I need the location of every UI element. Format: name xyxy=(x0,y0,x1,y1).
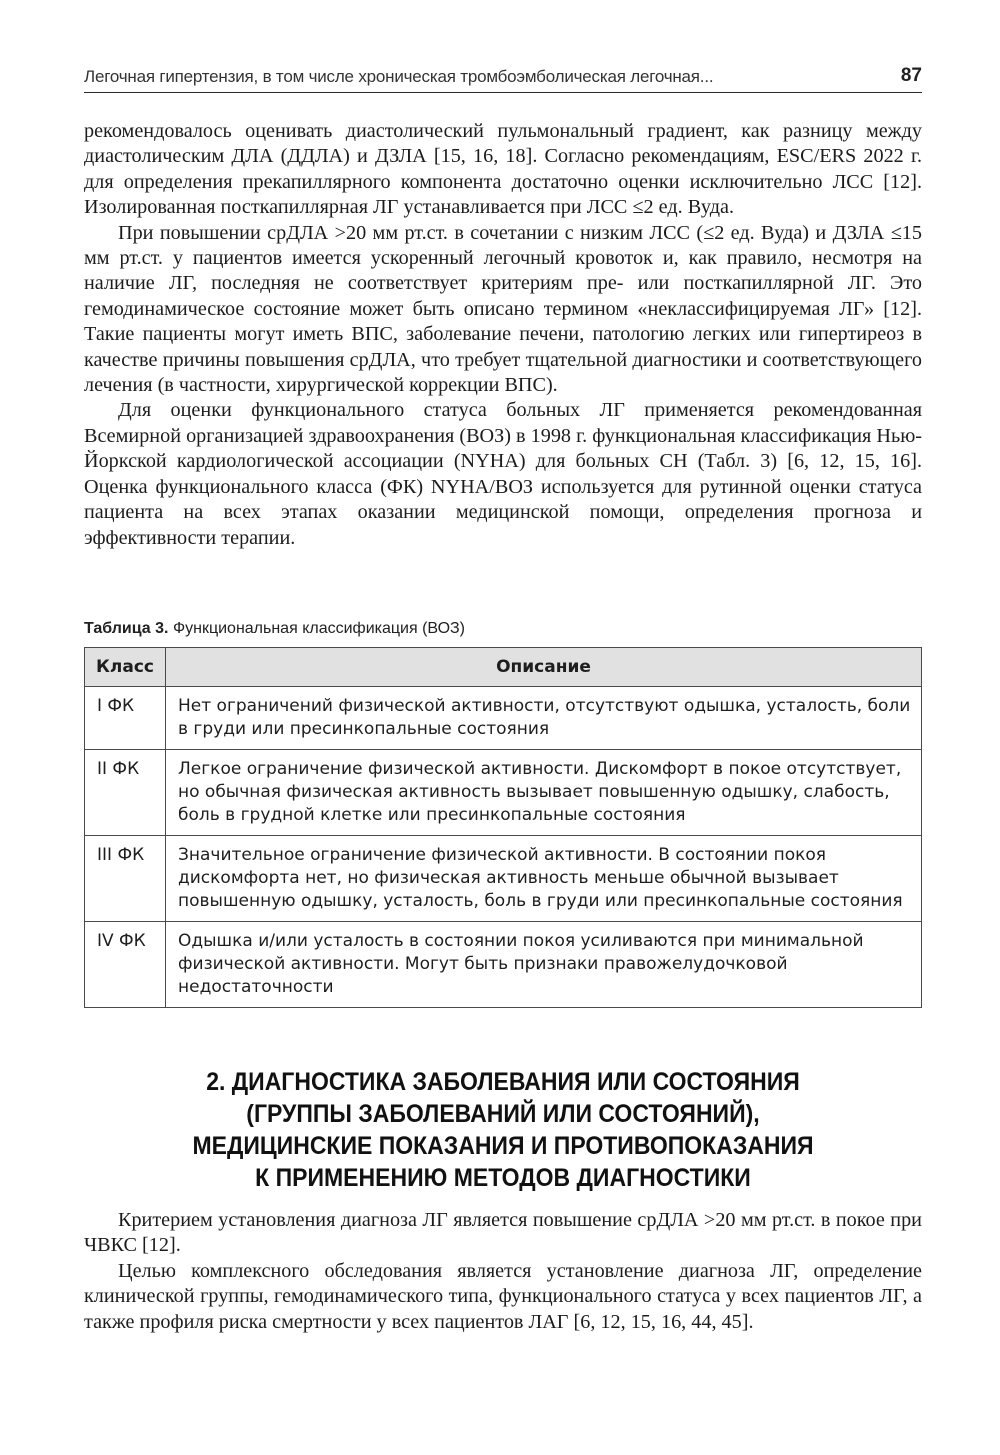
table-caption xyxy=(84,620,465,638)
table-cell-description: Значительное ограничение физической активности. В состоянии покоя дискомфорта нет, но физическая активность меньше обычной вызывает повышенную одышку, усталость, боль в груди или пресинкопальные состояния xyxy=(166,836,922,922)
paragraph: Для оценки функционального статуса больных ЛГ применяется рекомендованная Всемирной организацией здравоохранения (ВОЗ) в 1998 г. функциональная классификация Нью-Йоркской кардиологической ассоциации (NYHA) для больных СН (Табл. 3) [6, 12, 15, 16]. Оценка функционального класса (ФК) NYHA/ВОЗ используется для рутинной оценки статуса пациента на всех этапах оказании медицинской помощи, определения прогноза и эффективности терапии. xyxy=(84,399,922,549)
paragraph-continued: рекомендовалось оценивать диастолический пульмональный градиент, как разницу между диастолическим ДЛА (ДДЛА) и ДЗЛА [15, 16, 18]. Согласно рекомендациям, ESC/ERS 2022 г. для определения прекапиллярного компонента достаточно оценки исключительно ЛСС [12]. Изолированная посткапиллярная ЛГ устанавливается при ЛСС ≤2 ед. Вуда. xyxy=(84,120,922,219)
table-header-row xyxy=(85,648,922,687)
table-cell-class: I ФК xyxy=(85,687,166,750)
running-header xyxy=(84,64,922,93)
running-title: Легочная гипертензия, в том числе хроническая тромбоэмболическая легочная... xyxy=(84,67,714,86)
section-heading xyxy=(118,1066,889,1194)
table-cell-class: II ФК xyxy=(85,750,166,836)
section-heading-line: 2. ДИАГНОСТИКА ЗАБОЛЕВАНИЯ ИЛИ СОСТОЯНИЯ xyxy=(206,1068,800,1096)
functional-class-table xyxy=(84,647,922,1008)
section-heading-line: МЕДИЦИНСКИЕ ПОКАЗАНИЯ И ПРОТИВОПОКАЗАНИЯ xyxy=(192,1132,814,1160)
table-row xyxy=(85,836,922,922)
section-heading-line: (ГРУППЫ ЗАБОЛЕВАНИЙ ИЛИ СОСТОЯНИЙ), xyxy=(246,1100,760,1128)
body-text-bottom xyxy=(84,1208,922,1335)
table-row xyxy=(85,687,922,750)
table-cell-description: Легкое ограничение физической активности. Дискомфорт в покое отсутствует, но обычная физическая активность вызывает повышенную одышку, слабость, боль в грудной клетке или пресинкопальные состояния xyxy=(166,750,922,836)
section-heading-line: К ПРИМЕНЕНИЮ МЕТОДОВ ДИАГНОСТИКИ xyxy=(255,1164,751,1192)
body-text-top xyxy=(84,119,922,551)
page-number: 87 xyxy=(900,65,922,86)
table-row xyxy=(85,922,922,1008)
column-header-class: Класс xyxy=(85,648,166,687)
paragraph: При повышении срДЛА >20 мм рт.ст. в сочетании с низким ЛСС (≤2 ед. Вуда) и ДЗЛА ≤15 мм рт.ст. у пациентов имеется ускоренный легочный кровоток и, как правило, несмотря на наличие ЛГ, последняя не соответствует критериям пре- или посткапиллярной ЛГ. Это гемодинамическое состояние может быть описано термином «неклассифицируемая ЛГ» [12]. Такие пациенты могут иметь ВПС, заболевание печени, патологию легких или гипертиреоз в качестве причины повышения срДЛА, что требует тщательной диагностики и соответствующего лечения (в частности, хирургической коррекции ВПС). xyxy=(84,221,922,397)
column-header-description: Описание xyxy=(166,648,922,687)
table-caption-text: Функциональная классификация (ВОЗ) xyxy=(172,620,466,637)
paragraph: Критерием установления диагноза ЛГ является повышение срДЛА >20 мм рт.ст. в покое при ЧВКС [12]. xyxy=(84,1209,922,1257)
table-cell-description: Нет ограничений физической активности, отсутствуют одышка, усталость, боли в груди или пресинкопальные состояния xyxy=(166,687,922,750)
table-cell-description: Одышка и/или усталость в состоянии покоя усиливаются при минимальной физической активности. Могут быть признаки правожелудочковой недостаточности xyxy=(166,922,922,1008)
table-row xyxy=(85,750,922,836)
table-caption-label: Таблица 3. xyxy=(84,620,169,637)
paragraph: Целью комплексного обследования является установление диагноза ЛГ, определение клинической группы, гемодинамического типа, функционального статуса у всех пациентов ЛГ, а также профиля риска смертности у всех пациентов ЛАГ [6, 12, 15, 16, 44, 45]. xyxy=(84,1259,922,1333)
table-cell-class: IV ФК xyxy=(85,922,166,1008)
table-cell-class: III ФК xyxy=(85,836,166,922)
